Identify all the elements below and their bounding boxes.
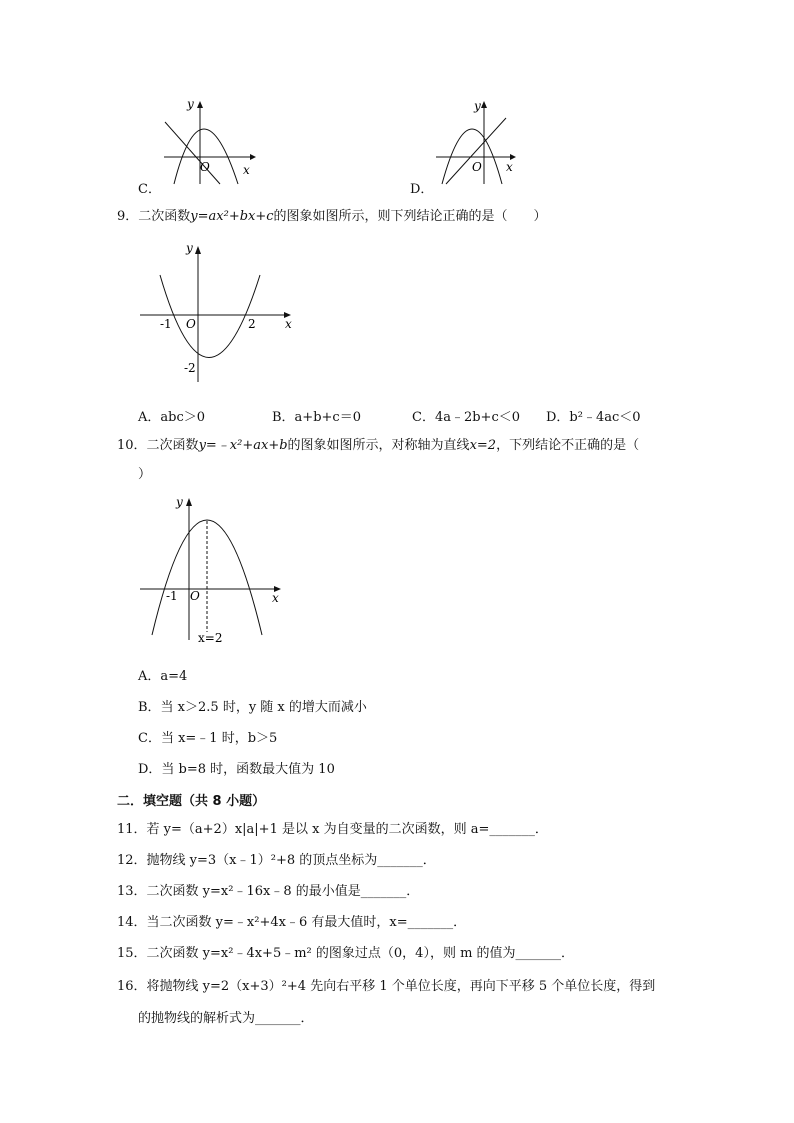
option-d-label: D．	[410, 182, 434, 197]
question-9-number: 9．	[117, 209, 139, 224]
graph-9-intercept: -2	[184, 361, 196, 375]
question-10-stem	[117, 437, 639, 455]
question-9-text-a: 二次函数	[138, 209, 191, 224]
fill-15-text: 二次函数 y=x²﹣4x+5﹣m² 的图象过点（0，4），则 m 的值为_______．	[146, 946, 575, 961]
graph-d-origin-label: O	[472, 160, 482, 174]
fill-13-text: 二次函数 y=x²﹣16x﹣8 的最小值是_______．	[146, 884, 420, 899]
fill-question-13	[117, 883, 419, 901]
question-9-stem	[117, 208, 547, 226]
question-10-text-d: ）	[138, 467, 152, 482]
graph-option-d	[432, 100, 542, 185]
fill-12-text: 抛物线 y=3（x﹣1）²+8 的顶点坐标为_______．	[146, 853, 436, 868]
question-10-option-d[interactable]: D．当 b=8 时，函数最大值为 10	[138, 762, 335, 777]
question-10-text-b: 的图象如图所示，对称轴为直线	[287, 438, 470, 453]
question-10-option-a[interactable]: A．a=4	[138, 669, 188, 684]
question-10-axis-eq: x=2	[469, 438, 497, 453]
fill-14-number: 14．	[117, 915, 147, 930]
fill-question-16-continued	[138, 1010, 314, 1028]
graph-10-y-label: y	[176, 495, 183, 509]
fill-question-12	[117, 852, 436, 870]
fill-16-continued-text: 的抛物线的解析式为_______．	[138, 1011, 314, 1026]
graph-c-y-label: y	[187, 97, 194, 111]
question-10-number: 10．	[117, 438, 147, 453]
graph-10-x-label: x	[272, 591, 279, 605]
fill-question-15	[117, 945, 574, 963]
question-10-text-c: ，下列结论不正确的是（	[496, 438, 640, 453]
graph-question-9	[138, 240, 308, 385]
graph-d-x-label: x	[506, 160, 513, 174]
fill-14-text: 当二次函数 y=﹣x²+4x﹣6 有最大值时，x=_______．	[146, 915, 467, 930]
fill-question-11	[117, 821, 548, 839]
fill-15-number: 15．	[117, 946, 147, 961]
graph-10-origin-label: O	[190, 589, 200, 603]
section-2-title: 二．填空题（共 8 小题）	[117, 794, 266, 809]
question-9-option-c[interactable]: C．4a﹣2b+c＜0	[412, 410, 521, 425]
fill-question-16	[117, 978, 655, 996]
graph-9-origin-label: O	[186, 317, 196, 331]
question-9-option-d[interactable]: D．b²﹣4ac＜0	[546, 410, 641, 425]
question-10-option-b[interactable]: B．当 x＞2.5 时，y 随 x 的增大而减小	[138, 700, 367, 715]
option-c-label: C．	[138, 182, 161, 197]
fill-11-number: 11．	[117, 822, 147, 837]
question-10-text-a: 二次函数	[146, 438, 199, 453]
graph-10-root: -1	[166, 589, 178, 603]
fill-question-14	[117, 914, 466, 932]
graph-9-left-root: -1	[160, 317, 172, 331]
question-10-option-c[interactable]: C．当 x=﹣1 时，b＞5	[138, 731, 278, 746]
graph-d-y-label: y	[474, 99, 481, 113]
graph-option-c	[160, 97, 270, 185]
fill-11-text: 若 y=（a+2）x|a|+1 是以 x 为自变量的二次函数，则 a=_______．	[146, 822, 548, 837]
question-9-option-b[interactable]: B．a+b+c＝0	[272, 410, 361, 425]
graph-c-origin-label: O	[200, 160, 210, 174]
graph-9-x-label: x	[285, 317, 292, 331]
graph-question-10	[138, 492, 288, 645]
question-9-option-a[interactable]: A．abc＞0	[138, 410, 206, 425]
fill-13-number: 13．	[117, 884, 147, 899]
question-9-text-b: 的图象如图所示，则下列结论正确的是（ ）	[273, 209, 547, 224]
question-10-formula: y=﹣x²+ax+b	[198, 438, 288, 453]
fill-12-number: 12．	[117, 853, 147, 868]
fill-16-text: 将抛物线 y=2（x+3）²+4 先向右平移 1 个单位长度，再向下平移 5 个单位长度，得到	[146, 979, 656, 994]
question-9-formula: y=ax²+bx+c	[190, 209, 274, 224]
fill-16-number: 16．	[117, 979, 147, 994]
graph-9-right-root: 2	[248, 317, 256, 331]
graph-9-y-label: y	[186, 241, 193, 255]
graph-10-axis-label: x=2	[198, 631, 223, 645]
graph-c-x-label: x	[243, 163, 250, 177]
